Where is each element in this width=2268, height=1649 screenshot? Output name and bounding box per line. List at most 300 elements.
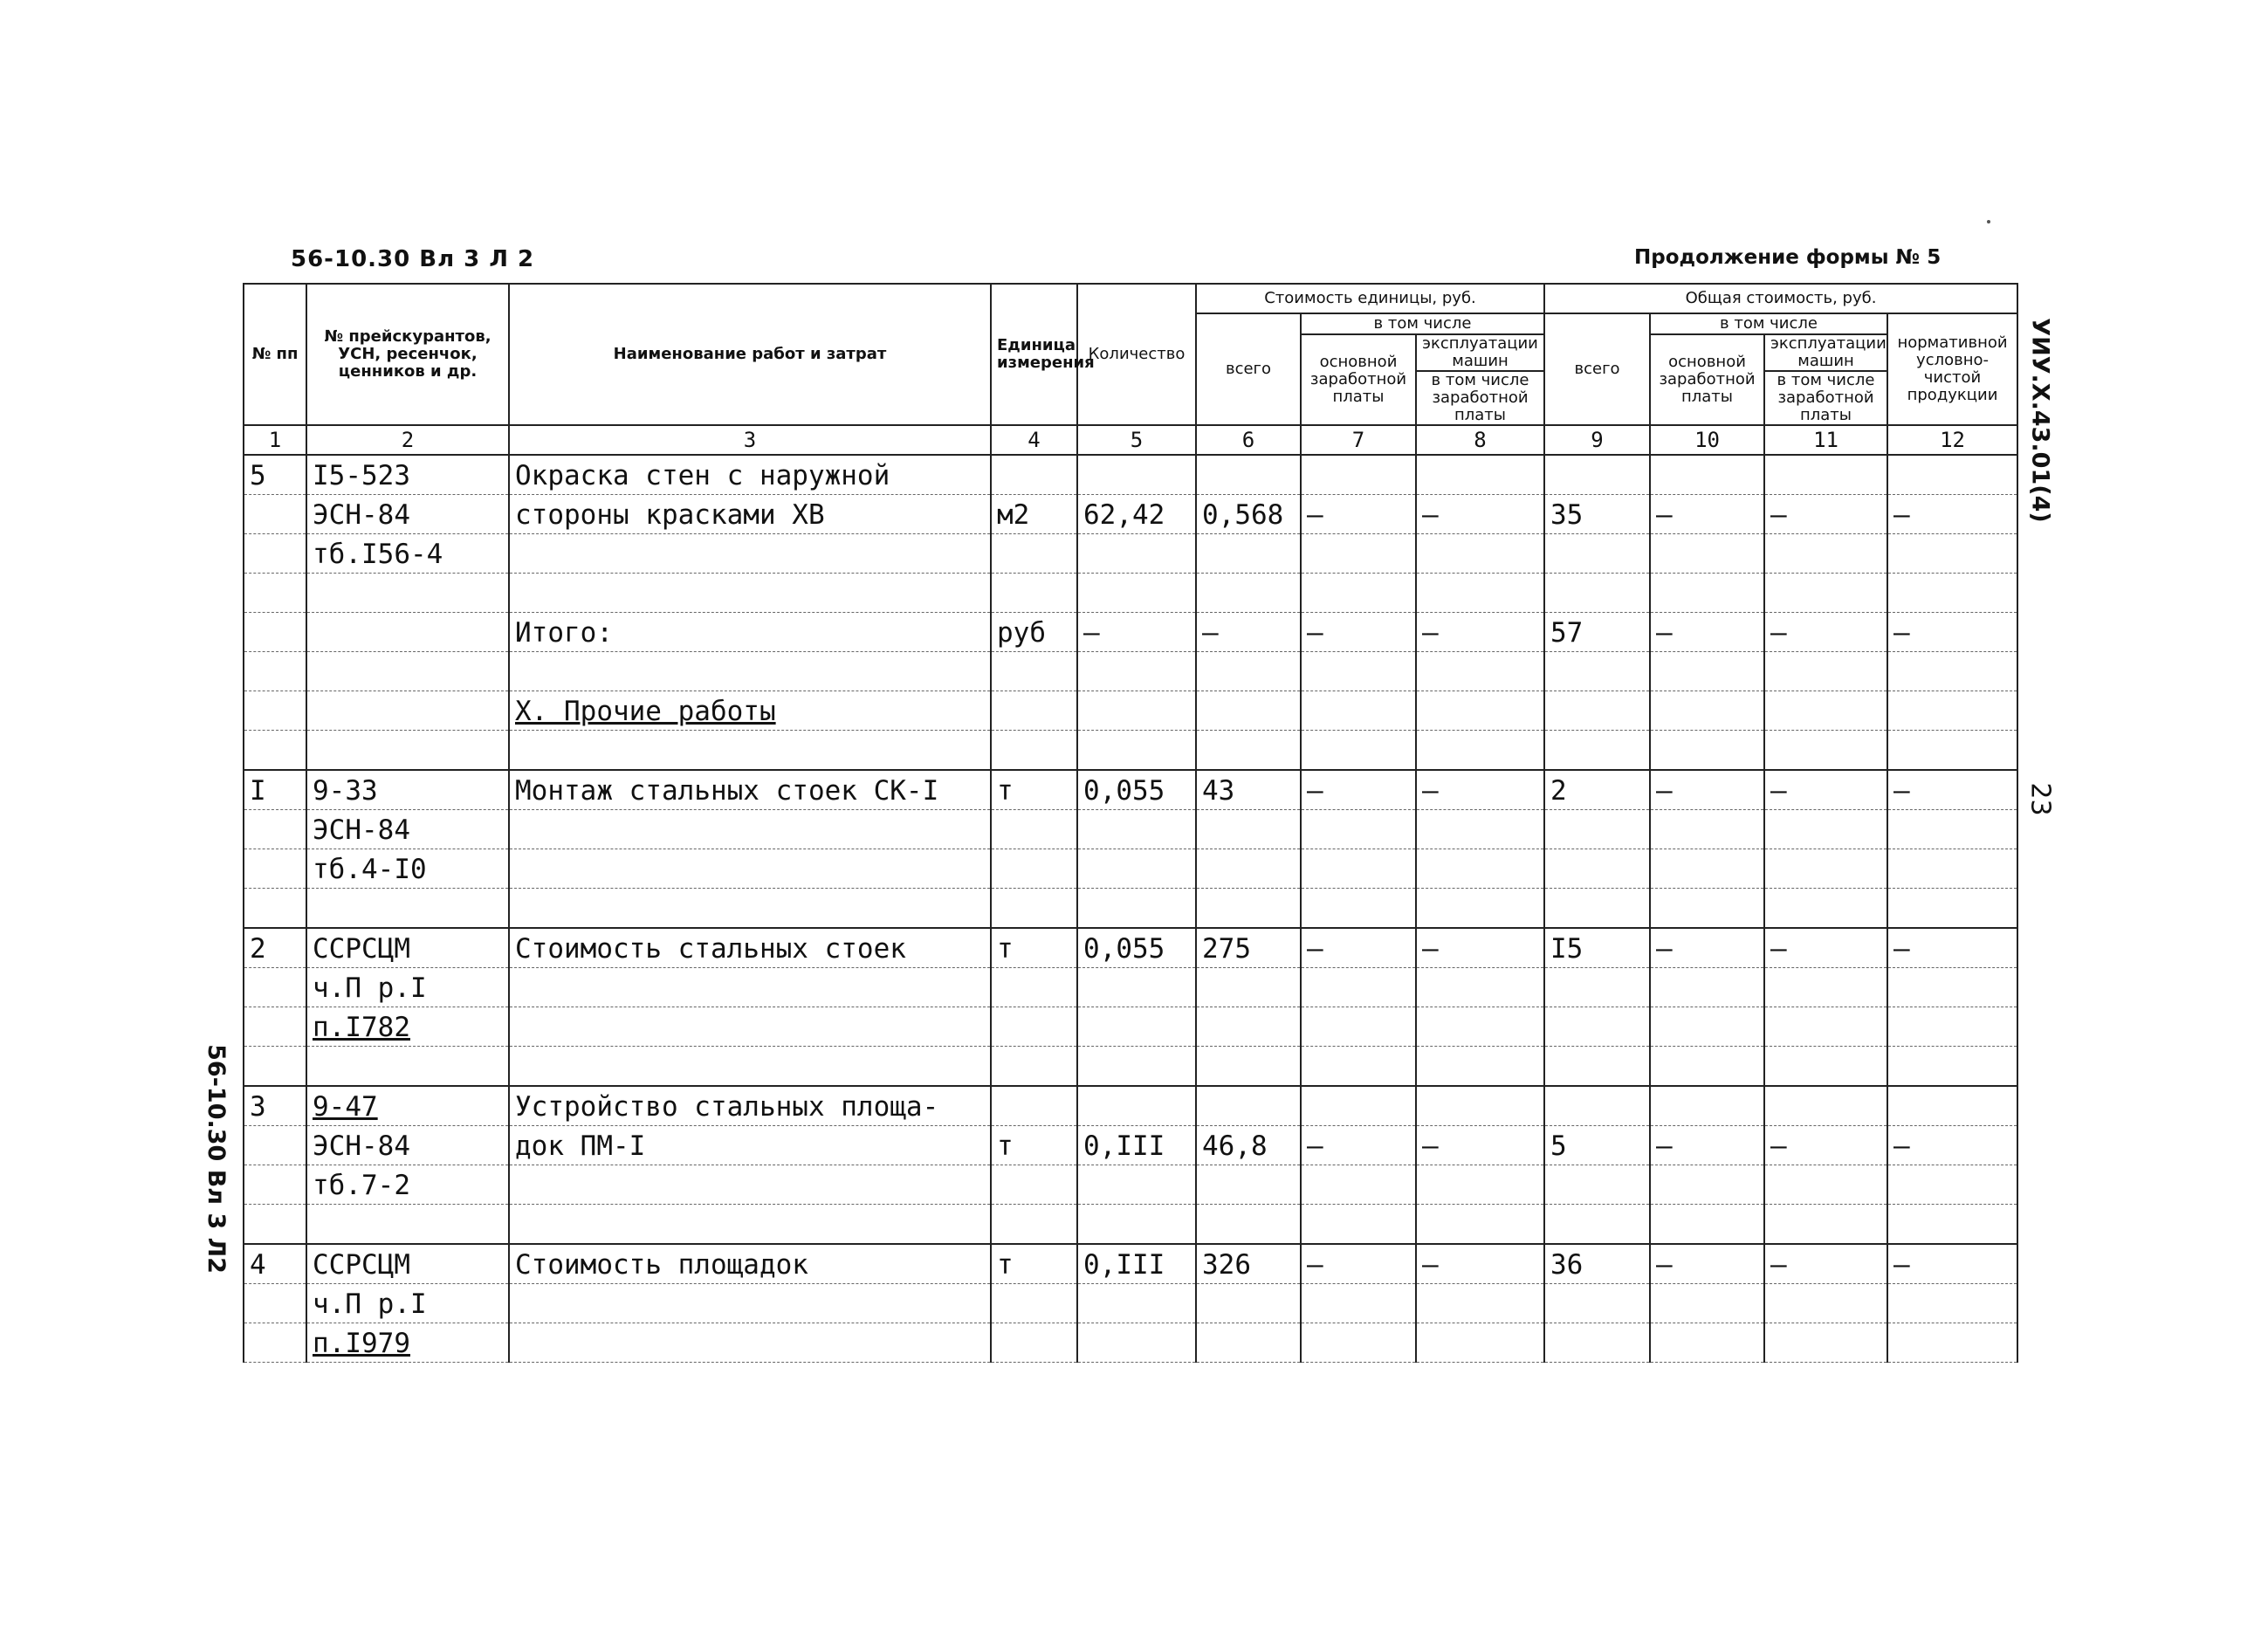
col-header-total-all: всего: [1544, 313, 1650, 425]
work-name-cell: Устройство стальных площа-: [509, 1086, 991, 1126]
unit-machine-op-cell: [1416, 652, 1544, 691]
total-machine-op-cell: –: [1764, 1126, 1887, 1165]
unit-basic-wages-cell: [1301, 810, 1416, 849]
total-machine-op-cell: –: [1764, 1244, 1887, 1284]
total-basic-wages-cell: [1650, 1047, 1764, 1087]
unit-cost-cell: [1196, 1205, 1301, 1245]
normative-cell: [1887, 849, 2017, 889]
total-machine-op-cell: [1764, 1165, 1887, 1205]
normative-cell: [1887, 889, 2017, 929]
reference-cell: тб.4-I0: [306, 849, 509, 889]
quantity-cell: [1077, 731, 1196, 771]
table-row: [244, 652, 2017, 691]
quantity-cell: [1077, 889, 1196, 929]
unit-machine-op-cell: [1416, 1007, 1544, 1047]
quantity-cell: [1077, 968, 1196, 1007]
total-machine-op-cell: –: [1764, 928, 1887, 968]
unit-machine-op-cell: [1416, 1086, 1544, 1126]
unit-machine-op-cell: [1416, 691, 1544, 731]
total-machine-op-cell: [1764, 968, 1887, 1007]
unit-machine-op-cell: –: [1416, 1126, 1544, 1165]
unit-machine-op-cell: [1416, 849, 1544, 889]
unit-cell: [991, 731, 1077, 771]
col-header-unit: Единица измерения: [991, 284, 1077, 425]
row-number: 3: [244, 1086, 306, 1126]
unit-cost-cell: [1196, 1284, 1301, 1323]
total-cost-cell: [1544, 731, 1650, 771]
column-number: 11: [1764, 425, 1887, 455]
work-name-cell: [509, 574, 991, 613]
normative-cell: [1887, 1047, 2017, 1087]
margin-stamp-left: [155, 1044, 230, 1274]
unit-machine-op-cell: [1416, 968, 1544, 1007]
total-basic-wages-cell: [1650, 889, 1764, 929]
work-name-cell: Итого:: [509, 613, 991, 652]
unit-cost-cell: [1196, 574, 1301, 613]
total-cost-cell: [1544, 691, 1650, 731]
quantity-cell: [1077, 1205, 1196, 1245]
unit-basic-wages-cell: [1301, 574, 1416, 613]
total-cost-cell: [1544, 1165, 1650, 1205]
normative-cell: –: [1887, 770, 2017, 810]
unit-machine-op-cell: [1416, 1323, 1544, 1363]
total-basic-wages-cell: [1650, 1323, 1764, 1363]
table-row: [244, 968, 2017, 1007]
unit-cost-cell: –: [1196, 613, 1301, 652]
quantity-cell: [1077, 1007, 1196, 1047]
reference-cell: ССРСЦМ: [306, 1244, 509, 1284]
row-number: [244, 574, 306, 613]
reference-cell: [306, 731, 509, 771]
row-number: 5: [244, 455, 306, 495]
unit-basic-wages-cell: [1301, 1007, 1416, 1047]
total-cost-cell: I5: [1544, 928, 1650, 968]
table-row: [244, 1244, 2017, 1284]
unit-cost-cell: [1196, 1007, 1301, 1047]
col-header-number: № пп: [244, 284, 306, 425]
unit-basic-wages-cell: [1301, 1284, 1416, 1323]
normative-cell: –: [1887, 1126, 2017, 1165]
unit-machine-op-cell: [1416, 889, 1544, 929]
row-number: [244, 652, 306, 691]
total-machine-op-cell: [1764, 1323, 1887, 1363]
quantity-cell: [1077, 1086, 1196, 1126]
unit-basic-wages-cell: [1301, 1205, 1416, 1245]
total-machine-op-cell: [1764, 731, 1887, 771]
row-number: [244, 968, 306, 1007]
total-cost-cell: 36: [1544, 1244, 1650, 1284]
total-basic-wages-cell: [1650, 810, 1764, 849]
unit-basic-wages-cell: [1301, 1165, 1416, 1205]
total-cost-cell: [1544, 1205, 1650, 1245]
unit-cost-cell: 43: [1196, 770, 1301, 810]
normative-cell: [1887, 810, 2017, 849]
reference-cell: п.I782: [306, 1007, 509, 1047]
column-number: 10: [1650, 425, 1764, 455]
unit-cost-cell: [1196, 1165, 1301, 1205]
work-name-cell: Стоимость стальных стоек: [509, 928, 991, 968]
unit-cost-cell: [1196, 652, 1301, 691]
unit-cell: т: [991, 1244, 1077, 1284]
work-name-cell: Монтаж стальных стоек СК-I: [509, 770, 991, 810]
total-basic-wages-cell: [1650, 691, 1764, 731]
row-number: [244, 495, 306, 534]
normative-cell: –: [1887, 613, 2017, 652]
normative-cell: [1887, 1284, 2017, 1323]
reference-cell: ЭСН-84: [306, 810, 509, 849]
reference-cell: [306, 574, 509, 613]
quantity-cell: 0,055: [1077, 928, 1196, 968]
table-row: [244, 849, 2017, 889]
margin-stamp-left-text: 56-10.30 Вл 3 Л2: [202, 1044, 230, 1274]
total-basic-wages-cell: [1650, 731, 1764, 771]
total-cost-cell: [1544, 652, 1650, 691]
normative-cell: [1887, 1086, 2017, 1126]
total-machine-op-cell: –: [1764, 770, 1887, 810]
table-row: [244, 455, 2017, 495]
reference-cell: [306, 1205, 509, 1245]
work-name-cell: [509, 1323, 991, 1363]
total-basic-wages-cell: [1650, 534, 1764, 574]
unit-machine-op-cell: –: [1416, 495, 1544, 534]
page-number: 23: [2024, 782, 2056, 816]
quantity-cell: –: [1077, 613, 1196, 652]
unit-cell: руб: [991, 613, 1077, 652]
table-row: [244, 1126, 2017, 1165]
row-number: [244, 849, 306, 889]
row-number: [244, 731, 306, 771]
unit-machine-op-cell: –: [1416, 613, 1544, 652]
unit-cost-cell: [1196, 810, 1301, 849]
normative-cell: –: [1887, 1244, 2017, 1284]
col-header-reference: № прейскурантов, УСН, ресенчок, ценников и др.: [306, 284, 509, 425]
normative-cell: [1887, 968, 2017, 1007]
column-number: 12: [1887, 425, 2017, 455]
table-body: [244, 455, 2017, 1363]
table-row: [244, 928, 2017, 968]
total-basic-wages-cell: –: [1650, 1126, 1764, 1165]
total-machine-op-cell: [1764, 849, 1887, 889]
column-number: 3: [509, 425, 991, 455]
normative-cell: [1887, 534, 2017, 574]
col-header-unit-including: в том числе: [1301, 313, 1544, 334]
col-header-unit-incl-wages: в том числе заработной платы: [1416, 371, 1544, 425]
total-cost-cell: 57: [1544, 613, 1650, 652]
unit-machine-op-cell: –: [1416, 770, 1544, 810]
reference-cell: ЭСН-84: [306, 1126, 509, 1165]
column-number: 9: [1544, 425, 1650, 455]
reference-cell: тб.7-2: [306, 1165, 509, 1205]
total-cost-cell: 2: [1544, 770, 1650, 810]
unit-basic-wages-cell: –: [1301, 613, 1416, 652]
col-group-unit-cost: Стоимость единицы, руб.: [1196, 284, 1544, 313]
unit-cost-cell: [1196, 849, 1301, 889]
row-number: [244, 1165, 306, 1205]
total-machine-op-cell: [1764, 1086, 1887, 1126]
row-number: [244, 1007, 306, 1047]
reference-cell: [306, 889, 509, 929]
reference-cell: п.I979: [306, 1323, 509, 1363]
total-machine-op-cell: –: [1764, 613, 1887, 652]
total-basic-wages-cell: [1650, 574, 1764, 613]
normative-cell: [1887, 1323, 2017, 1363]
col-header-unit-machine-op: эксплуатации машин: [1416, 334, 1544, 371]
total-cost-cell: [1544, 534, 1650, 574]
unit-machine-op-cell: –: [1416, 928, 1544, 968]
row-number: 2: [244, 928, 306, 968]
reference-cell: 9-47: [306, 1086, 509, 1126]
unit-cell: [991, 1007, 1077, 1047]
unit-machine-op-cell: [1416, 731, 1544, 771]
unit-cost-cell: [1196, 1047, 1301, 1087]
col-header-quantity: Количество: [1077, 284, 1196, 425]
unit-cost-cell: [1196, 731, 1301, 771]
unit-machine-op-cell: [1416, 574, 1544, 613]
reference-cell: ЭСН-84: [306, 495, 509, 534]
unit-cell: [991, 652, 1077, 691]
row-number: [244, 1323, 306, 1363]
unit-machine-op-cell: [1416, 1165, 1544, 1205]
unit-machine-op-cell: [1416, 1205, 1544, 1245]
work-name-cell: [509, 534, 991, 574]
reference-cell: [306, 613, 509, 652]
work-name-cell: [509, 1165, 991, 1205]
unit-cost-cell: 0,568: [1196, 495, 1301, 534]
unit-cost-cell: [1196, 455, 1301, 495]
reference-cell: ССРСЦМ: [306, 928, 509, 968]
normative-cell: [1887, 731, 2017, 771]
unit-basic-wages-cell: [1301, 968, 1416, 1007]
quantity-cell: [1077, 691, 1196, 731]
work-name-cell: [509, 1205, 991, 1245]
row-number: [244, 1047, 306, 1087]
scan-speck: [1987, 220, 1990, 223]
normative-cell: [1887, 574, 2017, 613]
col-header-work-name: Наименование работ и затрат: [509, 284, 991, 425]
total-basic-wages-cell: –: [1650, 613, 1764, 652]
work-name-cell: [509, 968, 991, 1007]
quantity-cell: [1077, 652, 1196, 691]
unit-cell: [991, 849, 1077, 889]
unit-basic-wages-cell: [1301, 534, 1416, 574]
normative-cell: [1887, 1007, 2017, 1047]
total-machine-op-cell: [1764, 652, 1887, 691]
total-machine-op-cell: [1764, 574, 1887, 613]
total-basic-wages-cell: –: [1650, 1244, 1764, 1284]
total-basic-wages-cell: [1650, 1165, 1764, 1205]
total-basic-wages-cell: [1650, 652, 1764, 691]
work-name-cell: [509, 731, 991, 771]
column-number-row: [244, 425, 2017, 455]
row-number: I: [244, 770, 306, 810]
table-row: [244, 810, 2017, 849]
estimate-table: [243, 283, 2018, 1363]
normative-cell: [1887, 691, 2017, 731]
work-name-cell: Окраска стен с наружной: [509, 455, 991, 495]
column-number: 7: [1301, 425, 1416, 455]
table-row: [244, 1284, 2017, 1323]
row-number: 4: [244, 1244, 306, 1284]
table-row: [244, 613, 2017, 652]
unit-cell: [991, 1165, 1077, 1205]
row-number: [244, 1205, 306, 1245]
quantity-cell: 62,42: [1077, 495, 1196, 534]
work-name-cell: Х. Прочие работы: [509, 691, 991, 731]
quantity-cell: 0,III: [1077, 1126, 1196, 1165]
quantity-cell: [1077, 810, 1196, 849]
unit-cell: [991, 534, 1077, 574]
unit-cell: [991, 574, 1077, 613]
unit-cell: [991, 810, 1077, 849]
table-row: [244, 731, 2017, 771]
reference-cell: I5-523: [306, 455, 509, 495]
work-name-cell: [509, 1284, 991, 1323]
unit-machine-op-cell: [1416, 810, 1544, 849]
total-machine-op-cell: [1764, 810, 1887, 849]
unit-basic-wages-cell: [1301, 691, 1416, 731]
total-machine-op-cell: –: [1764, 495, 1887, 534]
col-header-unit-basic-wages: основной заработной платы: [1301, 334, 1416, 425]
total-basic-wages-cell: [1650, 849, 1764, 889]
unit-cell: [991, 455, 1077, 495]
table-row: [244, 1086, 2017, 1126]
quantity-cell: [1077, 455, 1196, 495]
total-cost-cell: [1544, 968, 1650, 1007]
row-number: [244, 1126, 306, 1165]
total-cost-cell: [1544, 889, 1650, 929]
unit-cost-cell: [1196, 1323, 1301, 1363]
column-number: 6: [1196, 425, 1301, 455]
unit-machine-op-cell: [1416, 455, 1544, 495]
unit-machine-op-cell: [1416, 534, 1544, 574]
quantity-cell: [1077, 1323, 1196, 1363]
reference-cell: ч.П р.I: [306, 1284, 509, 1323]
col-header-normative: нормативной условно-чистой продукции: [1887, 313, 2017, 425]
table-row: [244, 574, 2017, 613]
unit-cost-cell: 46,8: [1196, 1126, 1301, 1165]
column-number: 5: [1077, 425, 1196, 455]
unit-basic-wages-cell: –: [1301, 1244, 1416, 1284]
total-cost-cell: [1544, 810, 1650, 849]
unit-cost-cell: 275: [1196, 928, 1301, 968]
table-row: [244, 770, 2017, 810]
unit-cost-cell: [1196, 1086, 1301, 1126]
row-number: [244, 889, 306, 929]
total-cost-cell: [1544, 1323, 1650, 1363]
unit-basic-wages-cell: –: [1301, 1126, 1416, 1165]
unit-basic-wages-cell: [1301, 455, 1416, 495]
unit-basic-wages-cell: [1301, 849, 1416, 889]
total-cost-cell: 5: [1544, 1126, 1650, 1165]
unit-machine-op-cell: –: [1416, 1244, 1544, 1284]
work-name-cell: док ПМ-I: [509, 1126, 991, 1165]
row-number: [244, 534, 306, 574]
unit-cost-cell: [1196, 534, 1301, 574]
total-basic-wages-cell: –: [1650, 495, 1764, 534]
quantity-cell: [1077, 574, 1196, 613]
total-basic-wages-cell: [1650, 1086, 1764, 1126]
document-code: 56-10.30 Вл 3 Л 2: [291, 246, 535, 272]
total-cost-cell: [1544, 1007, 1650, 1047]
unit-cost-cell: [1196, 968, 1301, 1007]
work-name-cell: [509, 889, 991, 929]
quantity-cell: [1077, 1047, 1196, 1087]
quantity-cell: [1077, 1165, 1196, 1205]
row-number: [244, 691, 306, 731]
unit-basic-wages-cell: [1301, 1047, 1416, 1087]
quantity-cell: [1077, 534, 1196, 574]
normative-cell: [1887, 1165, 2017, 1205]
col-header-total-incl-wages: в том числе заработной платы: [1764, 371, 1887, 425]
total-cost-cell: [1544, 1047, 1650, 1087]
reference-cell: [306, 691, 509, 731]
total-cost-cell: 35: [1544, 495, 1650, 534]
col-header-unit-all: всего: [1196, 313, 1301, 425]
column-number: 4: [991, 425, 1077, 455]
total-cost-cell: [1544, 455, 1650, 495]
table-row: [244, 691, 2017, 731]
unit-basic-wages-cell: [1301, 889, 1416, 929]
reference-cell: тб.I56-4: [306, 534, 509, 574]
unit-cell: м2: [991, 495, 1077, 534]
total-machine-op-cell: [1764, 691, 1887, 731]
reference-cell: 9-33: [306, 770, 509, 810]
unit-cell: [991, 1284, 1077, 1323]
unit-cell: [991, 889, 1077, 929]
handwritten-note-right: [2008, 318, 2054, 523]
total-machine-op-cell: [1764, 534, 1887, 574]
total-cost-cell: [1544, 849, 1650, 889]
total-cost-cell: [1544, 1284, 1650, 1323]
total-machine-op-cell: [1764, 1205, 1887, 1245]
total-cost-cell: [1544, 574, 1650, 613]
unit-basic-wages-cell: [1301, 1086, 1416, 1126]
table-row: [244, 534, 2017, 574]
total-machine-op-cell: [1764, 455, 1887, 495]
table-row: [244, 1007, 2017, 1047]
unit-cell: [991, 1323, 1077, 1363]
total-basic-wages-cell: –: [1650, 928, 1764, 968]
row-number: [244, 1284, 306, 1323]
unit-machine-op-cell: [1416, 1047, 1544, 1087]
unit-cell: [991, 691, 1077, 731]
total-machine-op-cell: [1764, 1007, 1887, 1047]
reference-cell: ч.П р.I: [306, 968, 509, 1007]
unit-basic-wages-cell: [1301, 1323, 1416, 1363]
row-number: [244, 613, 306, 652]
form-continuation-caption: Продолжение формы № 5: [1634, 246, 1942, 269]
reference-cell: [306, 1047, 509, 1087]
unit-basic-wages-cell: –: [1301, 495, 1416, 534]
unit-cost-cell: [1196, 889, 1301, 929]
unit-basic-wages-cell: [1301, 652, 1416, 691]
total-cost-cell: [1544, 1086, 1650, 1126]
col-header-total-including: в том числе: [1650, 313, 1887, 334]
col-header-total-basic-wages: основной заработной платы: [1650, 334, 1764, 425]
unit-cost-cell: 326: [1196, 1244, 1301, 1284]
normative-cell: [1887, 652, 2017, 691]
total-machine-op-cell: [1764, 1284, 1887, 1323]
normative-cell: –: [1887, 495, 2017, 534]
total-basic-wages-cell: –: [1650, 770, 1764, 810]
quantity-cell: 0,055: [1077, 770, 1196, 810]
col-group-total-cost: Общая стоимость, руб.: [1544, 284, 2017, 313]
work-name-cell: [509, 849, 991, 889]
total-machine-op-cell: [1764, 1047, 1887, 1087]
quantity-cell: 0,III: [1077, 1244, 1196, 1284]
quantity-cell: [1077, 1284, 1196, 1323]
unit-cell: [991, 1205, 1077, 1245]
